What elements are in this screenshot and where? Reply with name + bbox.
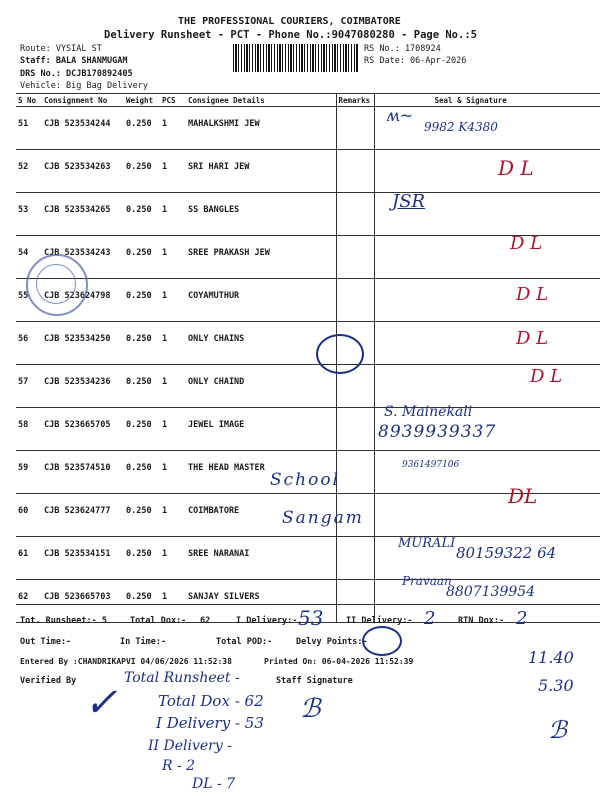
- cell-pcs: 1: [160, 150, 186, 193]
- cell-consignee: SRI HARI JEW: [186, 150, 336, 193]
- staff-signature-scribble: ℬ: [300, 694, 321, 724]
- cell-consignee: THE HEAD MASTER: [186, 451, 336, 494]
- cell-consignment: CJB 523534244: [42, 107, 124, 150]
- cell-sno: 59: [16, 451, 42, 494]
- table-header-row: [16, 94, 600, 107]
- cell-signature: [374, 365, 600, 408]
- cell-signature: [374, 236, 600, 279]
- circled-mark: [316, 334, 364, 374]
- time-in-value: 5.30: [538, 676, 574, 695]
- summary-ii-delivery: II Delivery -: [148, 738, 232, 754]
- cell-signature: [374, 322, 600, 365]
- cell-weight: 0.250: [124, 451, 160, 494]
- cell-consignment: CJB 523624798: [42, 279, 124, 322]
- row54-dl-mark: D L: [510, 233, 543, 254]
- staff-signature: Staff Signature: [276, 676, 353, 686]
- row51-scribble: ʍ~: [386, 106, 414, 125]
- col-consignment: Consignment No: [42, 94, 124, 107]
- cell-pcs: 1: [160, 107, 186, 150]
- cell-sno: 54: [16, 236, 42, 279]
- courier-stamp: [26, 254, 88, 316]
- cell-weight: 0.250: [124, 408, 160, 451]
- cell-signature: [374, 279, 600, 322]
- ii-delivery-value: 2: [424, 608, 436, 629]
- row55-dl-mark: D L: [516, 284, 549, 305]
- summary-i-delivery: I Delivery - 53: [156, 714, 264, 732]
- time-out-value: 11.40: [528, 648, 574, 667]
- row57-dl-mark: D L: [530, 366, 563, 387]
- col-sno: S No: [16, 94, 42, 107]
- cell-remarks: [336, 408, 374, 451]
- cell-pcs: 1: [160, 408, 186, 451]
- cell-consignee: ONLY CHAIND: [186, 365, 336, 408]
- printed-on: Printed On: 06-04-2026 11:52:39: [264, 657, 414, 666]
- cell-remarks: [336, 451, 374, 494]
- cell-consignee: SS BANGLES: [186, 193, 336, 236]
- cell-pcs: 1: [160, 193, 186, 236]
- right-signature-scribble: ℬ: [548, 716, 567, 744]
- cell-weight: 0.250: [124, 580, 160, 623]
- cell-pcs: 1: [160, 580, 186, 623]
- cell-remarks: [336, 193, 374, 236]
- cell-consignment: CJB 523534265: [42, 193, 124, 236]
- cell-consignee: SREE NARANAI: [186, 537, 336, 580]
- row59-phone: 9361497106: [402, 460, 460, 470]
- col-weight: Weight: [124, 94, 160, 107]
- cell-consignee: SANJAY SILVERS: [186, 580, 336, 623]
- cell-signature: [374, 494, 600, 537]
- cell-consignment: CJB 523665703: [42, 580, 124, 623]
- cell-pcs: 1: [160, 322, 186, 365]
- cell-remarks: [336, 107, 374, 150]
- barcode-image: [233, 44, 359, 72]
- cell-consignee: COYAMUTHUR: [186, 279, 336, 322]
- table-row: [16, 107, 600, 150]
- cell-sno: 60: [16, 494, 42, 537]
- cell-sno: 55: [16, 279, 42, 322]
- verified-checkmark: ✓: [84, 680, 118, 726]
- rs-date: RS Date: 06-Apr-2026: [364, 56, 467, 66]
- row61-receiver-name: MURALI: [398, 536, 456, 551]
- row62-receiver-phone: 8807139954: [446, 584, 536, 600]
- summary-total-dox: Total Dox - 62: [158, 692, 264, 710]
- row51-sig-phone: 9982 K4380: [424, 120, 498, 134]
- cell-consignee: JEWEL IMAGE: [186, 408, 336, 451]
- cell-consignment: CJB 523534151: [42, 537, 124, 580]
- cell-weight: 0.250: [124, 365, 160, 408]
- i-delivery-value: 53: [298, 606, 324, 630]
- company-title: THE PROFESSIONAL COURIERS, COIMBATORE: [178, 16, 401, 27]
- cell-consignee: COIMBATORE: [186, 494, 336, 537]
- total-dox-label: Total Dox:-: [130, 616, 187, 626]
- row52-dl-mark: D L: [498, 156, 534, 180]
- summary-return: R - 2: [162, 758, 196, 774]
- runsheet-subtitle: Delivery Runsheet - PCT - Phone No.:9047080280 - Page No.:5: [104, 29, 477, 41]
- table-row: [16, 365, 600, 408]
- delvy-points-label: Delvy Points:-: [296, 637, 368, 647]
- cell-sno: 62: [16, 580, 42, 623]
- cell-weight: 0.250: [124, 322, 160, 365]
- cell-remarks: [336, 279, 374, 322]
- col-signature: Seal & Signature: [374, 94, 600, 107]
- row58-receiver-phone: 8939939337: [378, 422, 497, 442]
- cell-sno: 56: [16, 322, 42, 365]
- drs-number: DRS No.: DCJB170892405: [20, 69, 133, 79]
- summary-runsheet: Total Runsheet -: [124, 670, 240, 686]
- cell-weight: 0.250: [124, 193, 160, 236]
- cell-sno: 53: [16, 193, 42, 236]
- cell-consignment: CJB 523624777: [42, 494, 124, 537]
- cell-signature: [374, 451, 600, 494]
- vehicle-label: Vehicle: Big Bag Delivery: [20, 81, 148, 91]
- total-pod-label: Total POD:-: [216, 637, 273, 647]
- col-remarks: Remarks: [336, 94, 374, 107]
- cell-weight: 0.250: [124, 150, 160, 193]
- table-row: [16, 193, 600, 236]
- rtn-dox-value: 2: [516, 608, 528, 629]
- staff-label: Staff: BALA SHANMUGAM: [20, 56, 128, 66]
- cell-sno: 57: [16, 365, 42, 408]
- out-time-label: Out Time:-: [20, 637, 72, 647]
- row61-receiver-phone: 80159322 64: [456, 544, 557, 562]
- route-label: Route: VYSIAL ST: [20, 44, 102, 54]
- row62-receiver-name: Pravaan: [402, 574, 452, 588]
- cell-pcs: 1: [160, 236, 186, 279]
- footer-rule: [16, 604, 600, 605]
- cell-consignment: CJB 523534250: [42, 322, 124, 365]
- entered-by: Entered By :CHANDRIKAPVI 04/06/2026 11:52:38: [20, 657, 232, 666]
- in-time-label: In Time:-: [120, 637, 167, 647]
- delvy-points-circle: [362, 626, 402, 656]
- row56-dl-mark: D L: [516, 328, 549, 349]
- rs-number: RS No.: 1708924: [364, 44, 441, 54]
- row58-receiver-name: S. Mainekali: [384, 404, 473, 420]
- cell-sno: 58: [16, 408, 42, 451]
- table-row: [16, 408, 600, 451]
- cell-consignment: CJB 523534243: [42, 236, 124, 279]
- cell-consignee: SREE PRAKASH JEW: [186, 236, 336, 279]
- cell-sno: 52: [16, 150, 42, 193]
- ii-delivery-label: II Delivery:-: [346, 616, 413, 626]
- row53-signature: JSR: [392, 191, 426, 212]
- cell-weight: 0.250: [124, 236, 160, 279]
- cell-sno: 51: [16, 107, 42, 150]
- table-row: [16, 279, 600, 322]
- tot-runsheet: Tot. Runsheet:- 5: [20, 616, 107, 626]
- cell-pcs: 1: [160, 279, 186, 322]
- cell-sno: 61: [16, 537, 42, 580]
- row59-school: School: [270, 470, 341, 490]
- cell-consignee: MAHALKSHMI JEW: [186, 107, 336, 150]
- rtn-dox-label: RTN Dox:-: [458, 616, 505, 626]
- cell-pcs: 1: [160, 365, 186, 408]
- cell-remarks: [336, 150, 374, 193]
- col-pcs: PCS: [160, 94, 186, 107]
- cell-consignment: CJB 523665705: [42, 408, 124, 451]
- summary-dl: DL - 7: [192, 776, 236, 792]
- cell-weight: 0.250: [124, 494, 160, 537]
- row60-sangam: Sangam: [282, 508, 364, 528]
- cell-weight: 0.250: [124, 107, 160, 150]
- cell-weight: 0.250: [124, 537, 160, 580]
- cell-remarks: [336, 537, 374, 580]
- cell-consignment: CJB 523574510: [42, 451, 124, 494]
- row60-dl-mark: DL: [508, 484, 538, 508]
- cell-consignment: CJB 523534263: [42, 150, 124, 193]
- cell-weight: 0.250: [124, 279, 160, 322]
- cell-pcs: 1: [160, 537, 186, 580]
- total-dox-value: 62: [200, 616, 211, 626]
- col-consignee: Consignee Details: [186, 94, 336, 107]
- cell-pcs: 1: [160, 451, 186, 494]
- cell-signature: [374, 150, 600, 193]
- cell-remarks: [336, 236, 374, 279]
- cell-consignee: ONLY CHAINS: [186, 322, 336, 365]
- verified-by: Verified By: [20, 676, 77, 686]
- table-row: [16, 322, 600, 365]
- cell-consignment: CJB 523534236: [42, 365, 124, 408]
- cell-pcs: 1: [160, 494, 186, 537]
- i-delivery-label: I Delivery:-: [236, 616, 298, 626]
